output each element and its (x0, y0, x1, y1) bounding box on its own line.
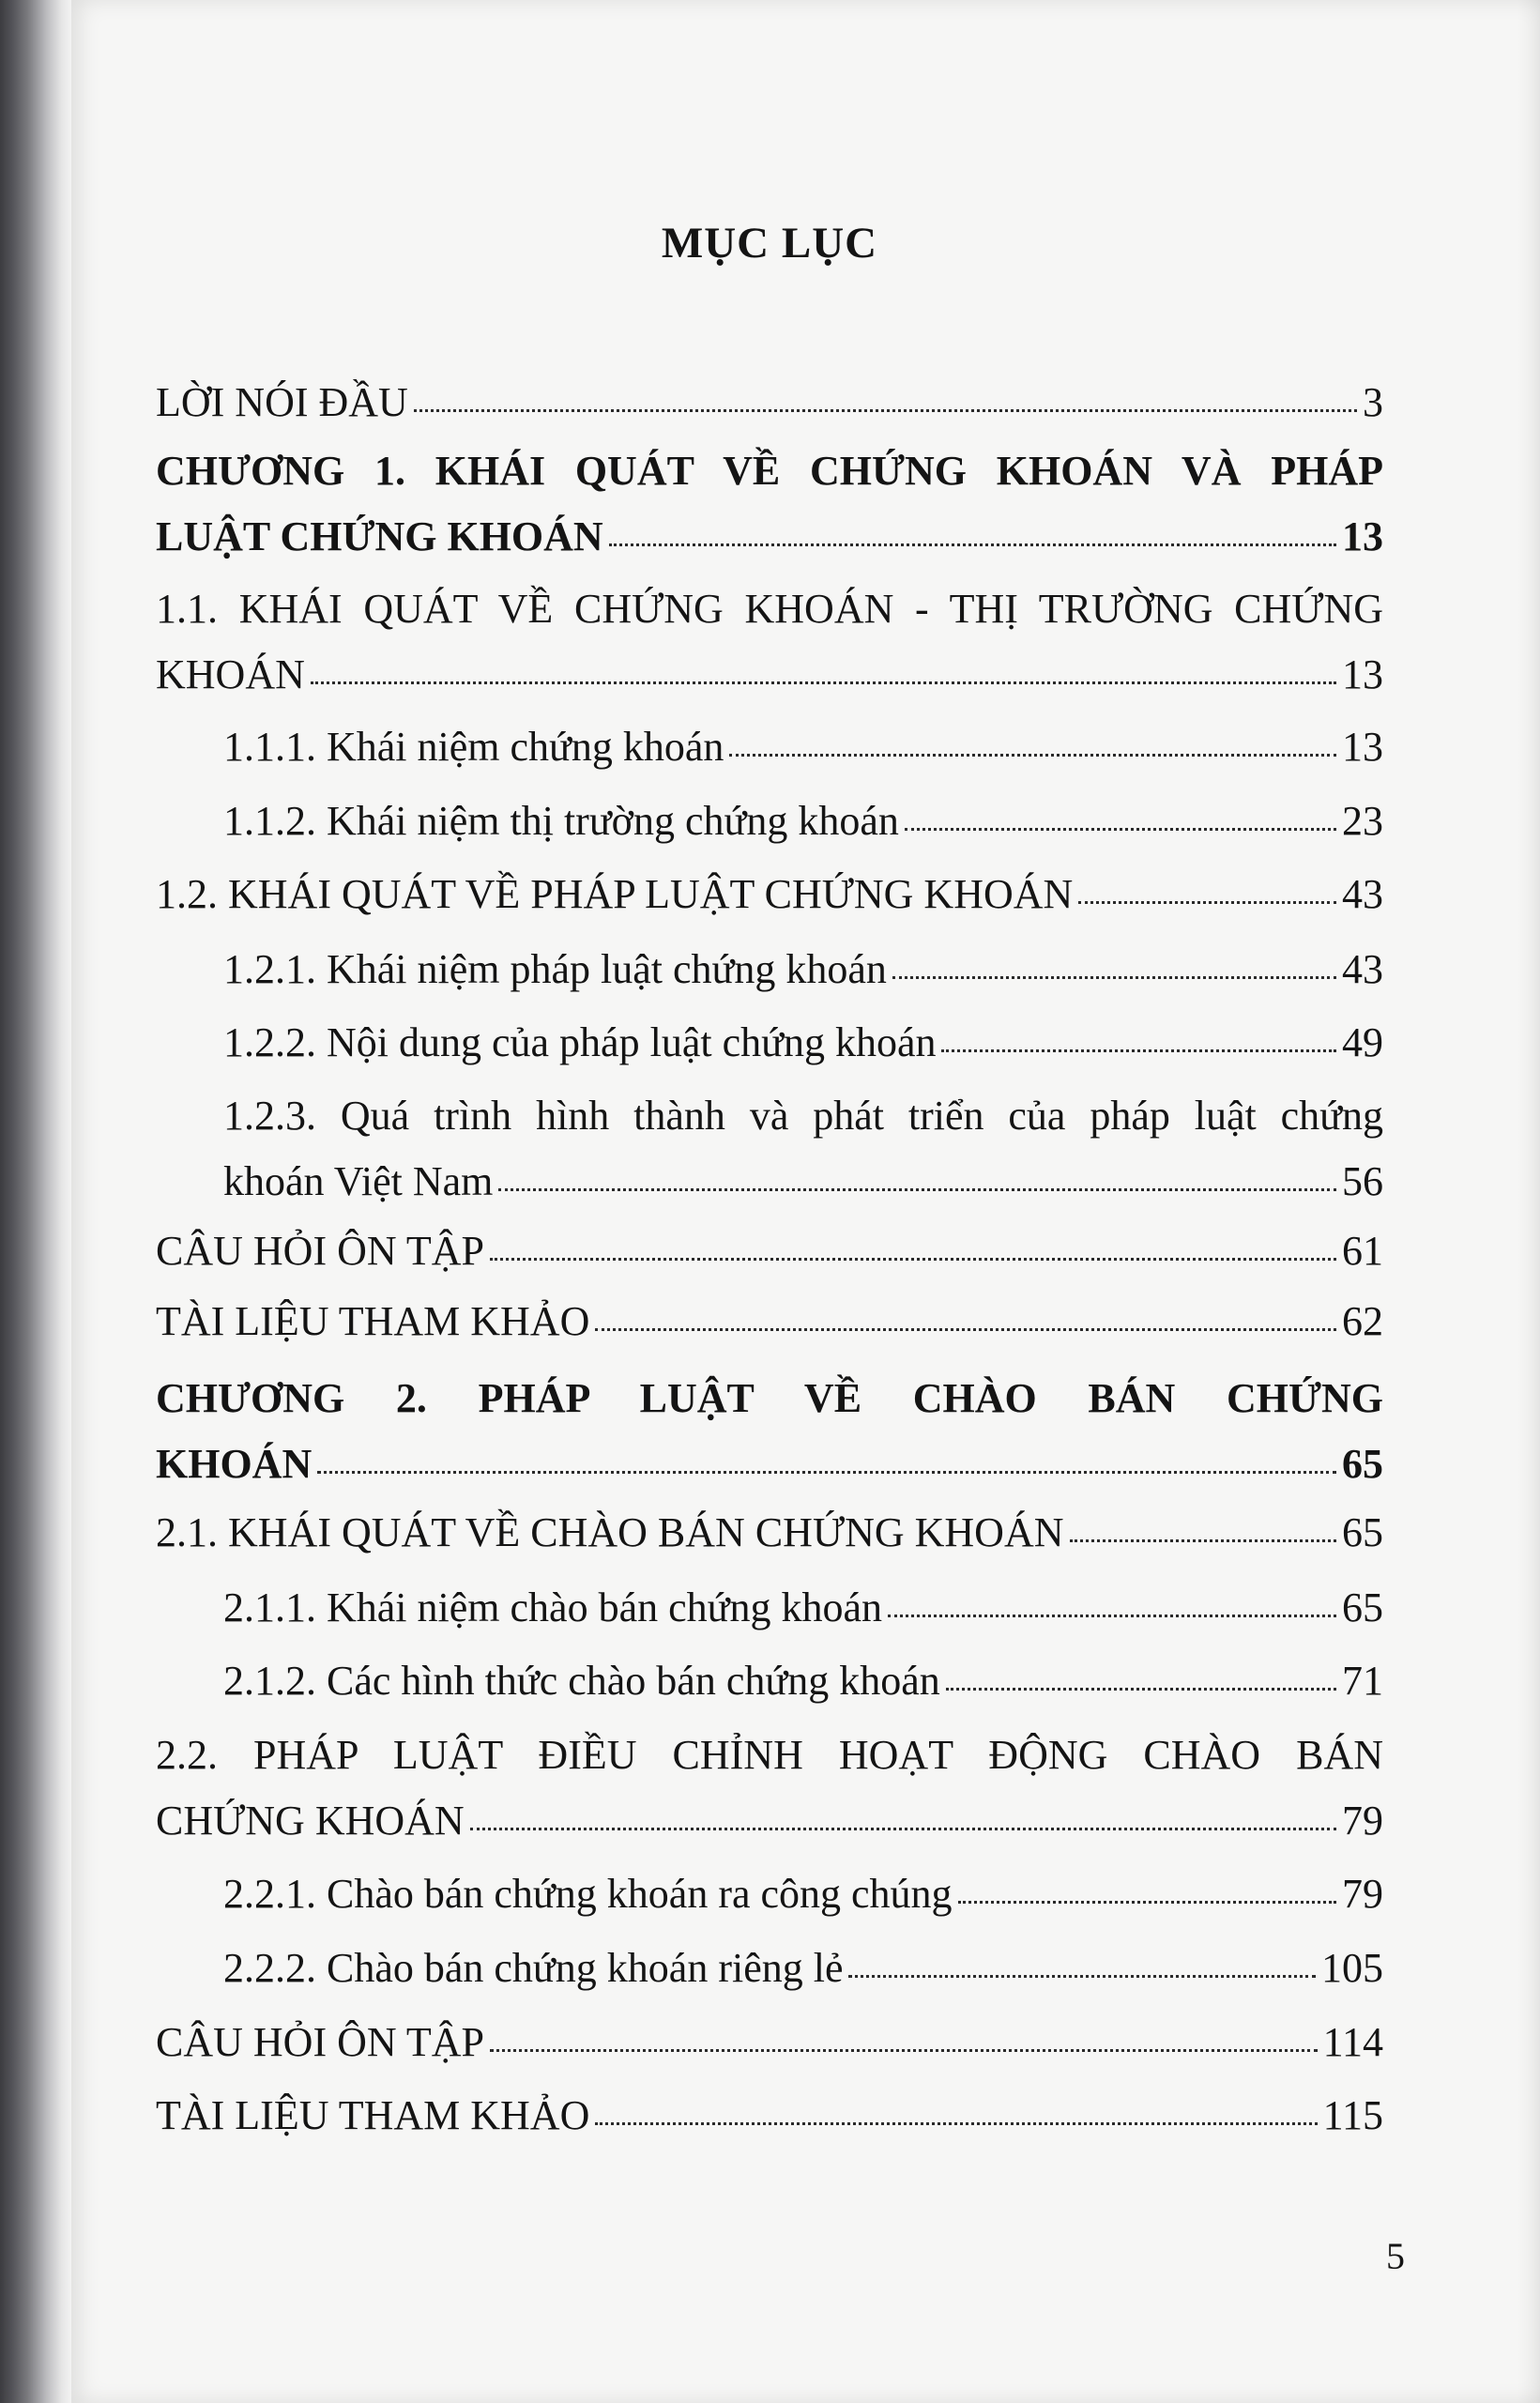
toc-entry-label: khoán Việt Nam (223, 1158, 494, 1204)
toc-entry[interactable] (156, 2010, 1383, 2075)
dot-leader (729, 712, 1336, 757)
page-number: 5 (1386, 2235, 1405, 2277)
toc-entry-page: 43 (1342, 946, 1383, 992)
dot-leader (888, 1573, 1336, 1617)
toc-entry-page: 43 (1342, 871, 1383, 917)
toc-entry-chapter[interactable] (156, 1366, 1383, 1497)
toc-entry-label: 2.1. KHÁI QUÁT VỀ CHÀO BÁN CHỨNG KHOÁN (156, 1509, 1064, 1555)
toc-entry-line: 1.1. KHÁI QUÁT VỀ CHỨNG KHOÁN - THỊ TRƯỜNG CHỨNG (156, 586, 1383, 632)
toc-entry[interactable] (156, 1289, 1383, 1355)
dot-leader (311, 640, 1336, 684)
toc-entry-page: 65 (1342, 1509, 1383, 1555)
toc-entry[interactable] (156, 1722, 1383, 1854)
dot-leader (848, 1934, 1316, 1978)
toc-entry-label: 2.2.1. Chào bán chứng khoán ra công chúng (223, 1871, 953, 1917)
toc-entry-label: 1.2. KHÁI QUÁT VỀ PHÁP LUẬT CHỨNG KHOÁN (156, 871, 1074, 917)
book-gutter (0, 0, 71, 2403)
toc-entry-label: 1.2.1. Khái niệm pháp luật chứng khoán (223, 946, 887, 992)
toc-entry[interactable] (156, 714, 1383, 780)
toc-entry-label: LUẬT CHỨNG KHOÁN (156, 513, 603, 559)
toc-entry-label: CÂU HỎI ÔN TẬP (156, 1228, 484, 1274)
toc-title: MỤC LỤC (661, 219, 878, 268)
toc-entry-page: 61 (1342, 1228, 1383, 1274)
toc-entry[interactable] (156, 1936, 1383, 2001)
dot-leader (498, 1147, 1336, 1191)
toc-entry-page: 65 (1342, 1441, 1383, 1487)
toc-entry[interactable] (156, 1218, 1383, 1284)
toc-entry-page: 3 (1363, 379, 1383, 425)
dot-leader (1078, 860, 1336, 904)
toc-entry-label: KHOÁN (156, 1441, 313, 1487)
toc-entry[interactable] (156, 1575, 1383, 1641)
toc-entry-line: 2.2. PHÁP LUẬT ĐIỀU CHỈNH HOẠT ĐỘNG CHÀO BÁN (156, 1732, 1383, 1778)
toc-entry-label: CHỨNG KHOÁN (156, 1798, 465, 1844)
toc-entry-page: 13 (1342, 724, 1383, 770)
dot-leader (941, 1008, 1336, 1052)
dot-leader (1070, 1498, 1336, 1542)
dot-leader (958, 1860, 1336, 1904)
toc-entry-page: 62 (1342, 1298, 1383, 1344)
toc-entry[interactable] (156, 1648, 1383, 1714)
toc-entry-page: 115 (1322, 2092, 1383, 2138)
dot-leader (892, 935, 1336, 979)
toc-entry-label: 2.1.2. Các hình thức chào bán chứng khoán (223, 1658, 940, 1704)
toc-entry[interactable] (156, 788, 1383, 854)
toc-entry-label: 1.1.1. Khái niệm chứng khoán (223, 724, 724, 770)
dot-leader (414, 368, 1357, 412)
toc-entry-label: KHOÁN (156, 651, 305, 697)
toc-entry[interactable] (156, 862, 1383, 927)
toc-entry[interactable] (156, 576, 1383, 708)
toc-entry-label: 2.2.2. Chào bán chứng khoán riêng lẻ (223, 1945, 844, 1991)
dot-leader (609, 502, 1336, 546)
toc-entry[interactable] (156, 370, 1383, 436)
dot-leader (490, 1217, 1336, 1261)
toc-entry-page: 114 (1322, 2019, 1383, 2065)
book-page (71, 0, 1540, 2403)
toc-entry[interactable] (156, 937, 1383, 1003)
dot-leader (317, 1430, 1336, 1474)
toc-entry[interactable] (156, 2083, 1383, 2149)
toc-entry[interactable] (156, 1500, 1383, 1566)
toc-entry[interactable] (156, 1010, 1383, 1076)
dot-leader (490, 2008, 1318, 2052)
toc-entry-page: 65 (1342, 1584, 1383, 1630)
toc-entry-label: 1.1.2. Khái niệm thị trường chứng khoán (223, 798, 899, 844)
dot-leader (470, 1786, 1336, 1830)
dot-leader (595, 1287, 1336, 1331)
toc-entry-label: 1.2.2. Nội dung của pháp luật chứng khoán (223, 1019, 937, 1065)
toc-entry-label: TÀI LIỆU THAM KHẢO (156, 1298, 590, 1344)
toc-entry[interactable] (156, 1083, 1383, 1215)
toc-entry-page: 79 (1342, 1871, 1383, 1917)
toc-entry-page: 105 (1321, 1945, 1383, 1991)
toc-entry-line: CHƯƠNG 1. KHÁI QUÁT VỀ CHỨNG KHOÁN VÀ PHÁP (156, 448, 1383, 494)
toc-entry-page: 49 (1342, 1019, 1383, 1065)
toc-entry-page: 71 (1342, 1658, 1383, 1704)
page-edge-shadow (1517, 0, 1540, 2403)
toc-entry-label: TÀI LIỆU THAM KHẢO (156, 2092, 590, 2138)
toc-entry-line: CHƯƠNG 2. PHÁP LUẬT VỀ CHÀO BÁN CHỨNG (156, 1375, 1383, 1421)
toc-entry-label: CÂU HỎI ÔN TẬP (156, 2019, 484, 2065)
dot-leader (595, 2081, 1317, 2125)
toc-entry-label: 2.1.1. Khái niệm chào bán chứng khoán (223, 1584, 883, 1630)
dot-leader (905, 787, 1336, 831)
toc-entry-page: 13 (1342, 513, 1383, 559)
toc-entry-page: 79 (1342, 1798, 1383, 1844)
toc-entry-line: 1.2.3. Quá trình hình thành và phát triển của pháp luật chứng (223, 1093, 1383, 1139)
toc-entry-label: LỜI NÓI ĐẦU (156, 379, 408, 425)
toc-entry-chapter[interactable] (156, 438, 1383, 570)
dot-leader (946, 1646, 1336, 1691)
toc-entry[interactable] (156, 1861, 1383, 1927)
toc-entry-page: 23 (1342, 798, 1383, 844)
toc-entry-page: 56 (1342, 1158, 1383, 1204)
toc-entry-page: 13 (1342, 651, 1383, 697)
